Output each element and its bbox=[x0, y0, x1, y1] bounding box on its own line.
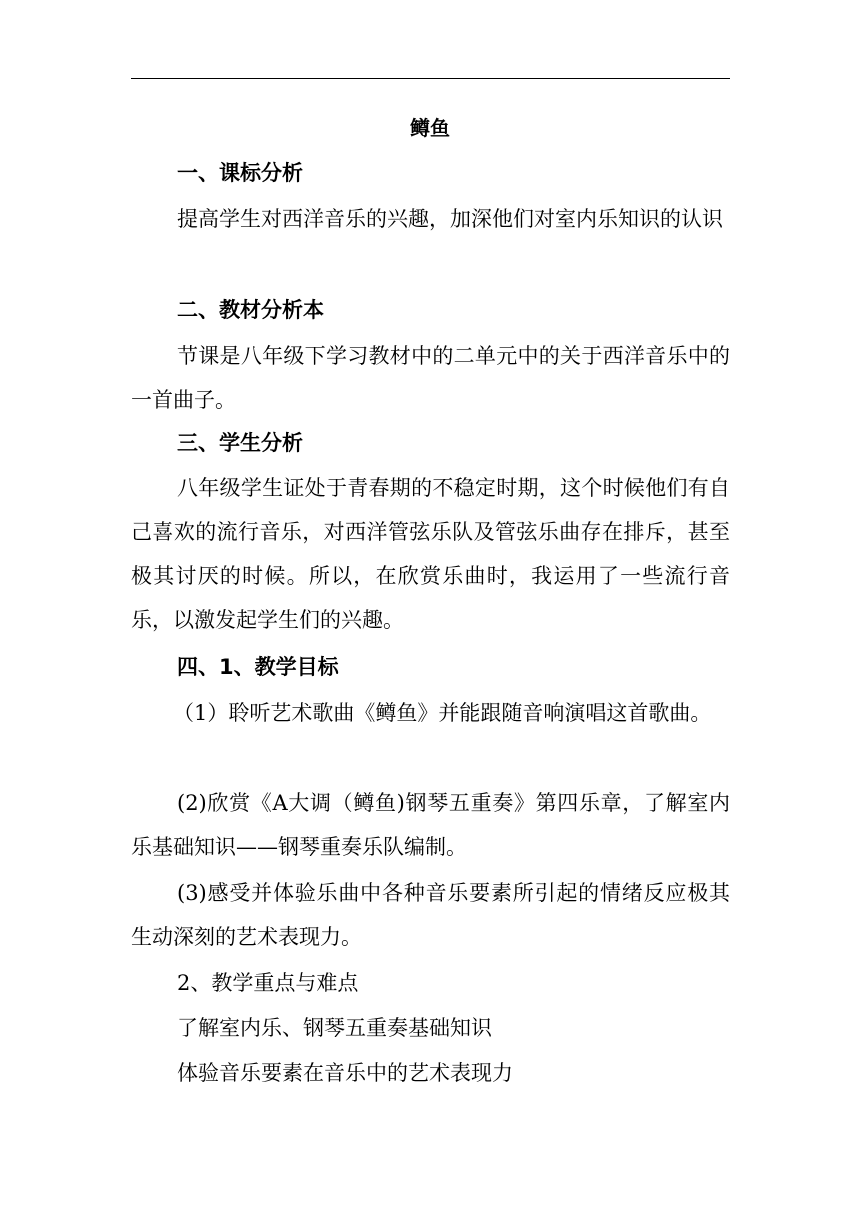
objective-item-3: (3)感受并体验乐曲中各种音乐要素所引起的情绪反应极其生动深刻的艺术表现力。 bbox=[131, 881, 730, 949]
key-point-2: 体验音乐要素在音乐中的艺术表现力 bbox=[177, 1061, 513, 1085]
section-heading-curriculum: 一、课标分析 bbox=[177, 161, 303, 185]
section-body-students: 八年级学生证处于青春期的不稳定时期，这个时候他们有自己喜欢的流行音乐，对西洋管弦乐队及管弦乐曲存在排斥，甚至极其讨厌的时候。所以，在欣赏乐曲时，我运用了一些流行音乐，以激发起学生们的兴趣。 bbox=[131, 476, 730, 632]
section-heading-objectives: 四、1、教学目标 bbox=[177, 655, 339, 679]
subheading-key-points: 2、教学重点与难点 bbox=[177, 971, 359, 995]
section-heading-students: 三、学生分析 bbox=[177, 431, 303, 455]
document-title: 鳟鱼 bbox=[410, 116, 450, 140]
section-heading-textbook: 二、教材分析本 bbox=[177, 298, 324, 322]
header-rule bbox=[131, 78, 730, 79]
objective-item-1: （1）聆听艺术歌曲《鳟鱼》并能跟随音响演唱这首歌曲。 bbox=[173, 701, 712, 725]
section-body-textbook: 节课是八年级下学习教材中的二单元中的关于西洋音乐中的一首曲子。 bbox=[131, 344, 730, 412]
key-point-1: 了解室内乐、钢琴五重奏基础知识 bbox=[177, 1016, 492, 1040]
objective-item-2: (2)欣赏《A大调（鳟鱼)钢琴五重奏》第四乐章，了解室内乐基础知识——钢琴重奏乐队编制。 bbox=[131, 791, 730, 859]
section-body-curriculum: 提高学生对西洋音乐的兴趣，加深他们对室内乐知识的认识 bbox=[177, 207, 723, 231]
